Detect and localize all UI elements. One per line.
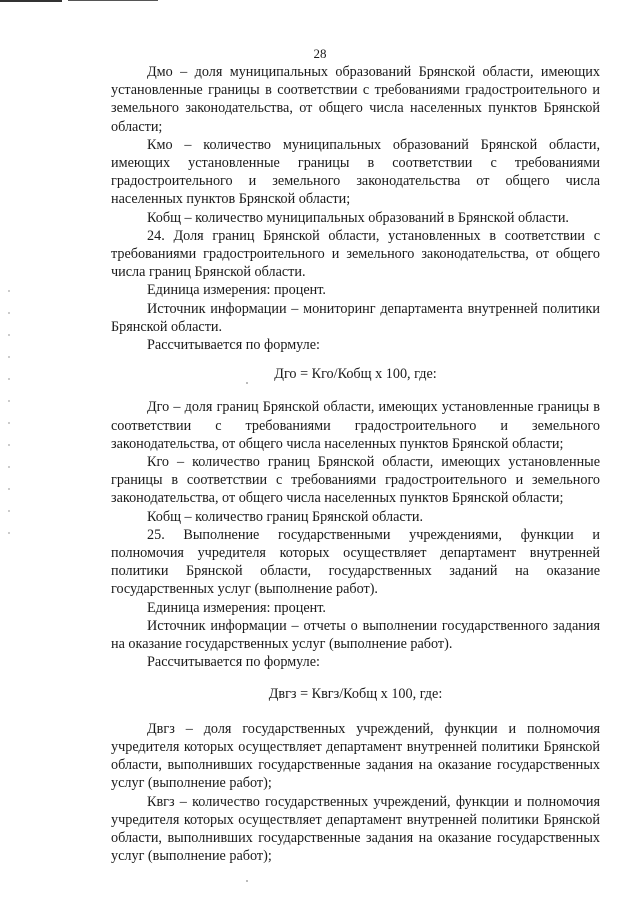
paragraph-item-24: 24. Доля границ Брянской области, установленных в соответствии с требованиями градостроительного и земельного законодательства, от общего числа границ Брянской области. bbox=[111, 227, 600, 281]
paragraph-kobsch-municipal: Кобщ – количество муниципальных образований в Брянской области. bbox=[147, 209, 569, 226]
paragraph-unit-24: Единица измерения: процент. bbox=[147, 282, 326, 299]
formula-dvgz: Двгз = Квгз/Кобщ х 100, где: bbox=[268, 685, 443, 702]
paragraph-formula-intro-25: Рассчитывается по формуле: bbox=[147, 654, 320, 671]
paragraph-item-25: 25. Выполнение государственными учреждениями, функции и полномочия учредителя которых осуществляет департамент внутренней политики Брянской области, государственных заданий на оказание государственных услуг (выполнение работ). bbox=[111, 526, 600, 598]
page-number: 28 bbox=[313, 46, 327, 61]
paragraph-kobsch-borders: Кобщ – количество границ Брянской области. bbox=[147, 508, 424, 525]
paragraph-kmo-definition: Кмо – количество муниципальных образований Брянской области, имеющих установленные границы в соответствии с требованиями градостроительного и земельного законодательства от общего числа населенных пунктов Брянской области; bbox=[111, 136, 600, 208]
paragraph-dmo-definition: Дмо – доля муниципальных образований Брянской области, имеющих установленные границы в соответствии с требованиями градостроительного и земельного законодательства, от общего числа населенных пунктов Брянской области; bbox=[111, 64, 600, 135]
paragraph-kvgz-definition: Квгз – количество государственных учреждений, функции и полномочия учредителя которых осуществляет департамент внутренней политики Брянской области, выполнивших государственные задания на оказание государственных услуг (выполнение работ); bbox=[111, 793, 600, 865]
document-body bbox=[111, 63, 600, 865]
margin-binding-dots bbox=[8, 290, 10, 550]
top-edge-mark-secondary bbox=[68, 0, 158, 1]
paragraph-dvgz-definition: Двгз – доля государственных учреждений, функции и полномочия учредителя которых осуществляет департамент внутренней политики Брянской области, выполнивших государственные задания на оказание государственных услуг (выполнение работ); bbox=[111, 720, 600, 792]
paragraph-source-25: Источник информации – отчеты о выполнении государственного задания на оказание государственных услуг (выполнение работ). bbox=[111, 617, 600, 653]
paragraph-dgo-definition: Дго – доля границ Брянской области, имеющих установленные границы в соответствии с требованиями градостроительного и земельного законодательства, от общего числа населенных пунктов Брянской области; bbox=[111, 399, 600, 452]
paragraph-formula-intro-24: Рассчитывается по формуле: bbox=[147, 337, 320, 354]
top-edge-mark bbox=[0, 0, 62, 2]
paragraph-kgo-definition: Кго – количество границ Брянской области, имеющих установленные границы в соответствии с требованиями градостроительного и земельного законодательства, от общего числа населенных пунктов Брянской области; bbox=[111, 454, 600, 507]
scan-speck bbox=[246, 880, 248, 882]
formula-dgo: Дго = Кго/Кобщ х 100, где: bbox=[274, 366, 437, 383]
paragraph-source-24: Источник информации – мониторинг департамента внутренней политики Брянской области. bbox=[111, 300, 600, 335]
paragraph-unit-25: Единица измерения: процент. bbox=[147, 599, 326, 616]
